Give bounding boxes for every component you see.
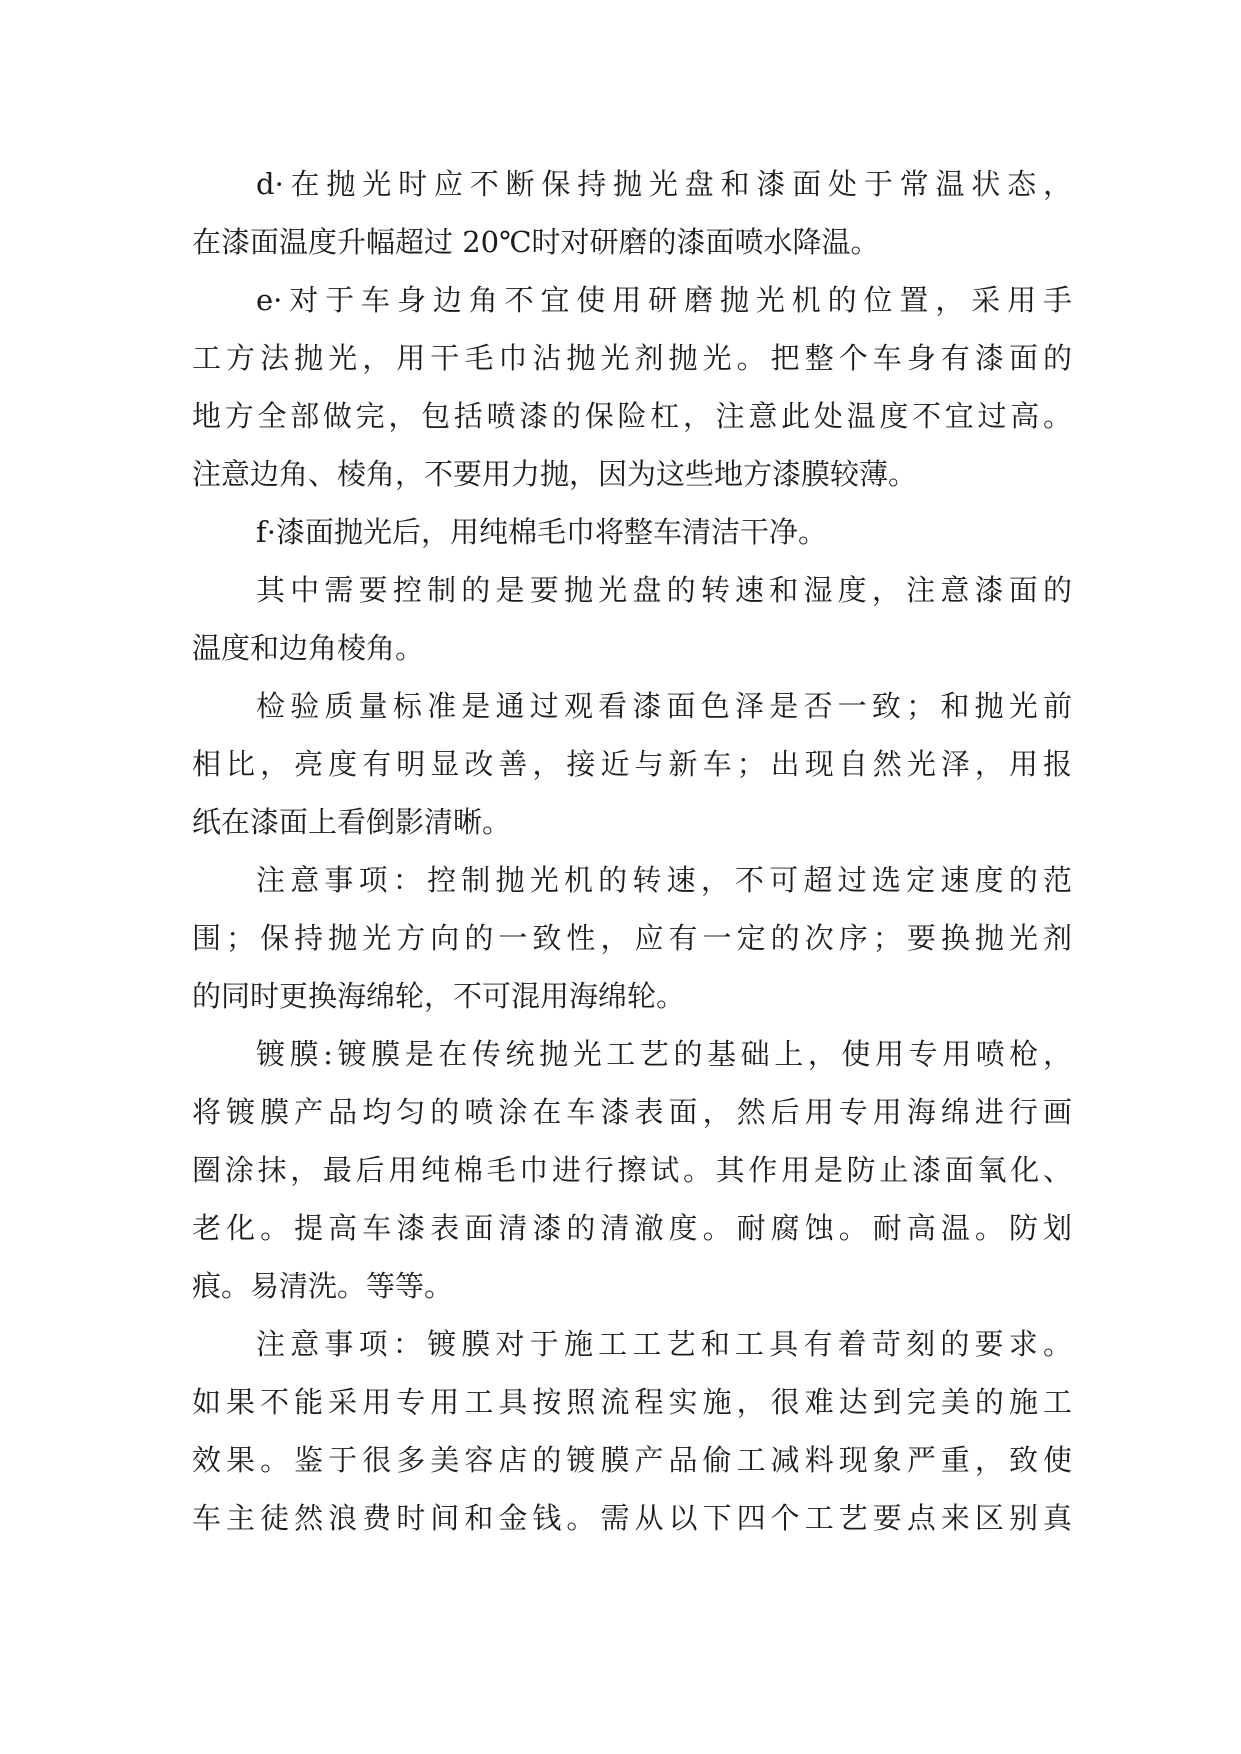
paragraph-e-line-1: e·对于车身边角不宜使用研磨抛光机的位置，采用手: [256, 283, 1072, 317]
paragraph-control-line-1: 其中需要控制的是要抛光盘的转速和湿度，注意漆面的: [256, 573, 1072, 607]
paragraph-coating-notes-line-2: 如果不能采用专用工具按照流程实施，很难达到完美的施工: [192, 1385, 1072, 1419]
paragraph-d-line-1: d·在抛光时应不断保持抛光盘和漆面处于常温状态，: [256, 167, 1072, 201]
paragraph-notes-line-3: 的同时更换海绵轮，不可混用海绵轮。: [192, 979, 686, 1013]
paragraph-coating-line-1: 镀膜:镀膜是在传统抛光工艺的基础上，使用专用喷枪，: [256, 1037, 1072, 1071]
paragraph-e-line-4: 注意边角、棱角，不要用力抛，因为这些地方漆膜较薄。: [192, 457, 918, 491]
paragraph-coating-notes-line-1: 注意事项：镀膜对于施工工艺和工具有着苛刻的要求。: [256, 1327, 1072, 1361]
paragraph-e-line-3: 地方全部做完，包括喷漆的保险杠，注意此处温度不宜过高。: [192, 399, 1072, 433]
paragraph-e-line-2: 工方法抛光，用干毛巾沾抛光剂抛光。把整个车身有漆面的: [192, 341, 1072, 375]
paragraph-coating-line-2: 将镀膜产品均匀的喷涂在车漆表面，然后用专用海绵进行画: [192, 1095, 1072, 1129]
paragraph-notes-line-1: 注意事项：控制抛光机的转速，不可超过选定速度的范: [256, 863, 1072, 897]
paragraph-coating-line-5: 痕。易清洗。等等。: [192, 1269, 454, 1303]
paragraph-d-line-2: 在漆面温度升幅超过 20℃时对研磨的漆面喷水降温。: [192, 225, 880, 259]
paragraph-coating-notes-line-4: 车主徒然浪费时间和金钱。需从以下四个工艺要点来区别真: [192, 1501, 1072, 1535]
paragraph-notes-line-2: 围；保持抛光方向的一致性，应有一定的次序；要换抛光剂: [192, 921, 1072, 955]
paragraph-f-line-1: f·漆面抛光后，用纯棉毛巾将整车清洁干净。: [256, 515, 827, 549]
paragraph-coating-notes-line-3: 效果。鉴于很多美容店的镀膜产品偷工减料现象严重，致使: [192, 1443, 1072, 1477]
paragraph-quality-line-1: 检验质量标准是通过观看漆面色泽是否一致；和抛光前: [256, 689, 1072, 723]
paragraph-coating-line-4: 老化。提高车漆表面清漆的清澈度。耐腐蚀。耐高温。防划: [192, 1211, 1072, 1245]
paragraph-coating-line-3: 圈涂抹，最后用纯棉毛巾进行擦试。其作用是防止漆面氧化、: [192, 1153, 1072, 1187]
paragraph-quality-line-3: 纸在漆面上看倒影清晰。: [192, 805, 512, 839]
paragraph-control-line-2: 温度和边角棱角。: [192, 631, 425, 665]
paragraph-quality-line-2: 相比，亮度有明显改善，接近与新车；出现自然光泽，用报: [192, 747, 1072, 781]
